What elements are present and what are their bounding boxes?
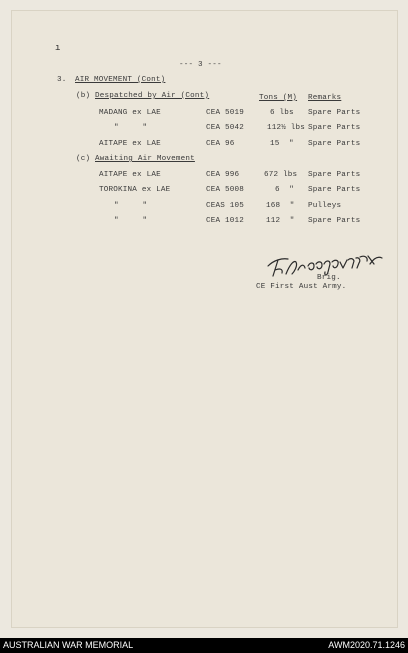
row-qty: 112 " <box>266 217 295 225</box>
row-route: AITAPE ex LAE <box>99 140 161 148</box>
row-remarks: Spare Parts <box>308 109 361 117</box>
column-header-tons: Tons (M) <box>259 94 298 102</box>
row-qty: 6 lbs <box>270 109 294 117</box>
row-remarks: Spare Parts <box>308 217 361 225</box>
row-ref: CEA 1012 <box>206 217 245 225</box>
row-ref: CEAS 105 <box>206 202 245 210</box>
row-route: MADANG ex LAE <box>99 109 161 117</box>
row-ref: CEA 5042 <box>206 124 245 132</box>
row-route: " " <box>114 202 148 210</box>
signature-title: CE First Aust Army. <box>256 283 347 291</box>
subsection-c-title: Awaiting Air Movement <box>95 155 195 163</box>
page-number: --- 3 --- <box>179 61 222 69</box>
footer-accession-number: AWM2020.71.1246 <box>328 640 405 650</box>
section-number: 3. <box>57 76 67 84</box>
row-qty: 112½ lbs <box>267 124 306 132</box>
row-route: " " <box>114 217 148 225</box>
row-remarks: Spare Parts <box>308 140 361 148</box>
footer-institution: AUSTRALIAN WAR MEMORIAL <box>3 640 134 650</box>
document-body <box>11 10 398 628</box>
section-title: AIR MOVEMENT (Cont) <box>75 76 166 84</box>
document-page <box>11 10 398 628</box>
row-qty: 168 " <box>266 202 295 210</box>
subsection-c-label: (c) <box>76 155 91 163</box>
row-route: " " <box>114 124 148 132</box>
column-header-remarks: Remarks <box>308 94 342 102</box>
row-qty: 672 lbs <box>264 171 298 179</box>
row-remarks: Spare Parts <box>308 171 361 179</box>
subsection-b-title: Despatched by Air (Cont) <box>95 92 210 100</box>
row-ref: CEA 996 <box>206 171 240 179</box>
row-ref: CEA 5008 <box>206 186 245 194</box>
row-remarks: Pulleys <box>308 202 342 210</box>
margin-mark: ı <box>55 43 61 53</box>
row-qty: 15 " <box>270 140 294 148</box>
row-remarks: Spare Parts <box>308 124 361 132</box>
subsection-b-label: (b) <box>76 92 91 100</box>
footer-bar <box>0 638 408 653</box>
signature-rank: Brig. <box>317 274 341 282</box>
row-route: AITAPE ex LAE <box>99 171 161 179</box>
row-ref: CEA 96 <box>206 140 235 148</box>
row-qty: 6 " <box>275 186 295 194</box>
row-remarks: Spare Parts <box>308 186 361 194</box>
row-route: TOROKINA ex LAE <box>99 186 171 194</box>
row-ref: CEA 5019 <box>206 109 245 117</box>
